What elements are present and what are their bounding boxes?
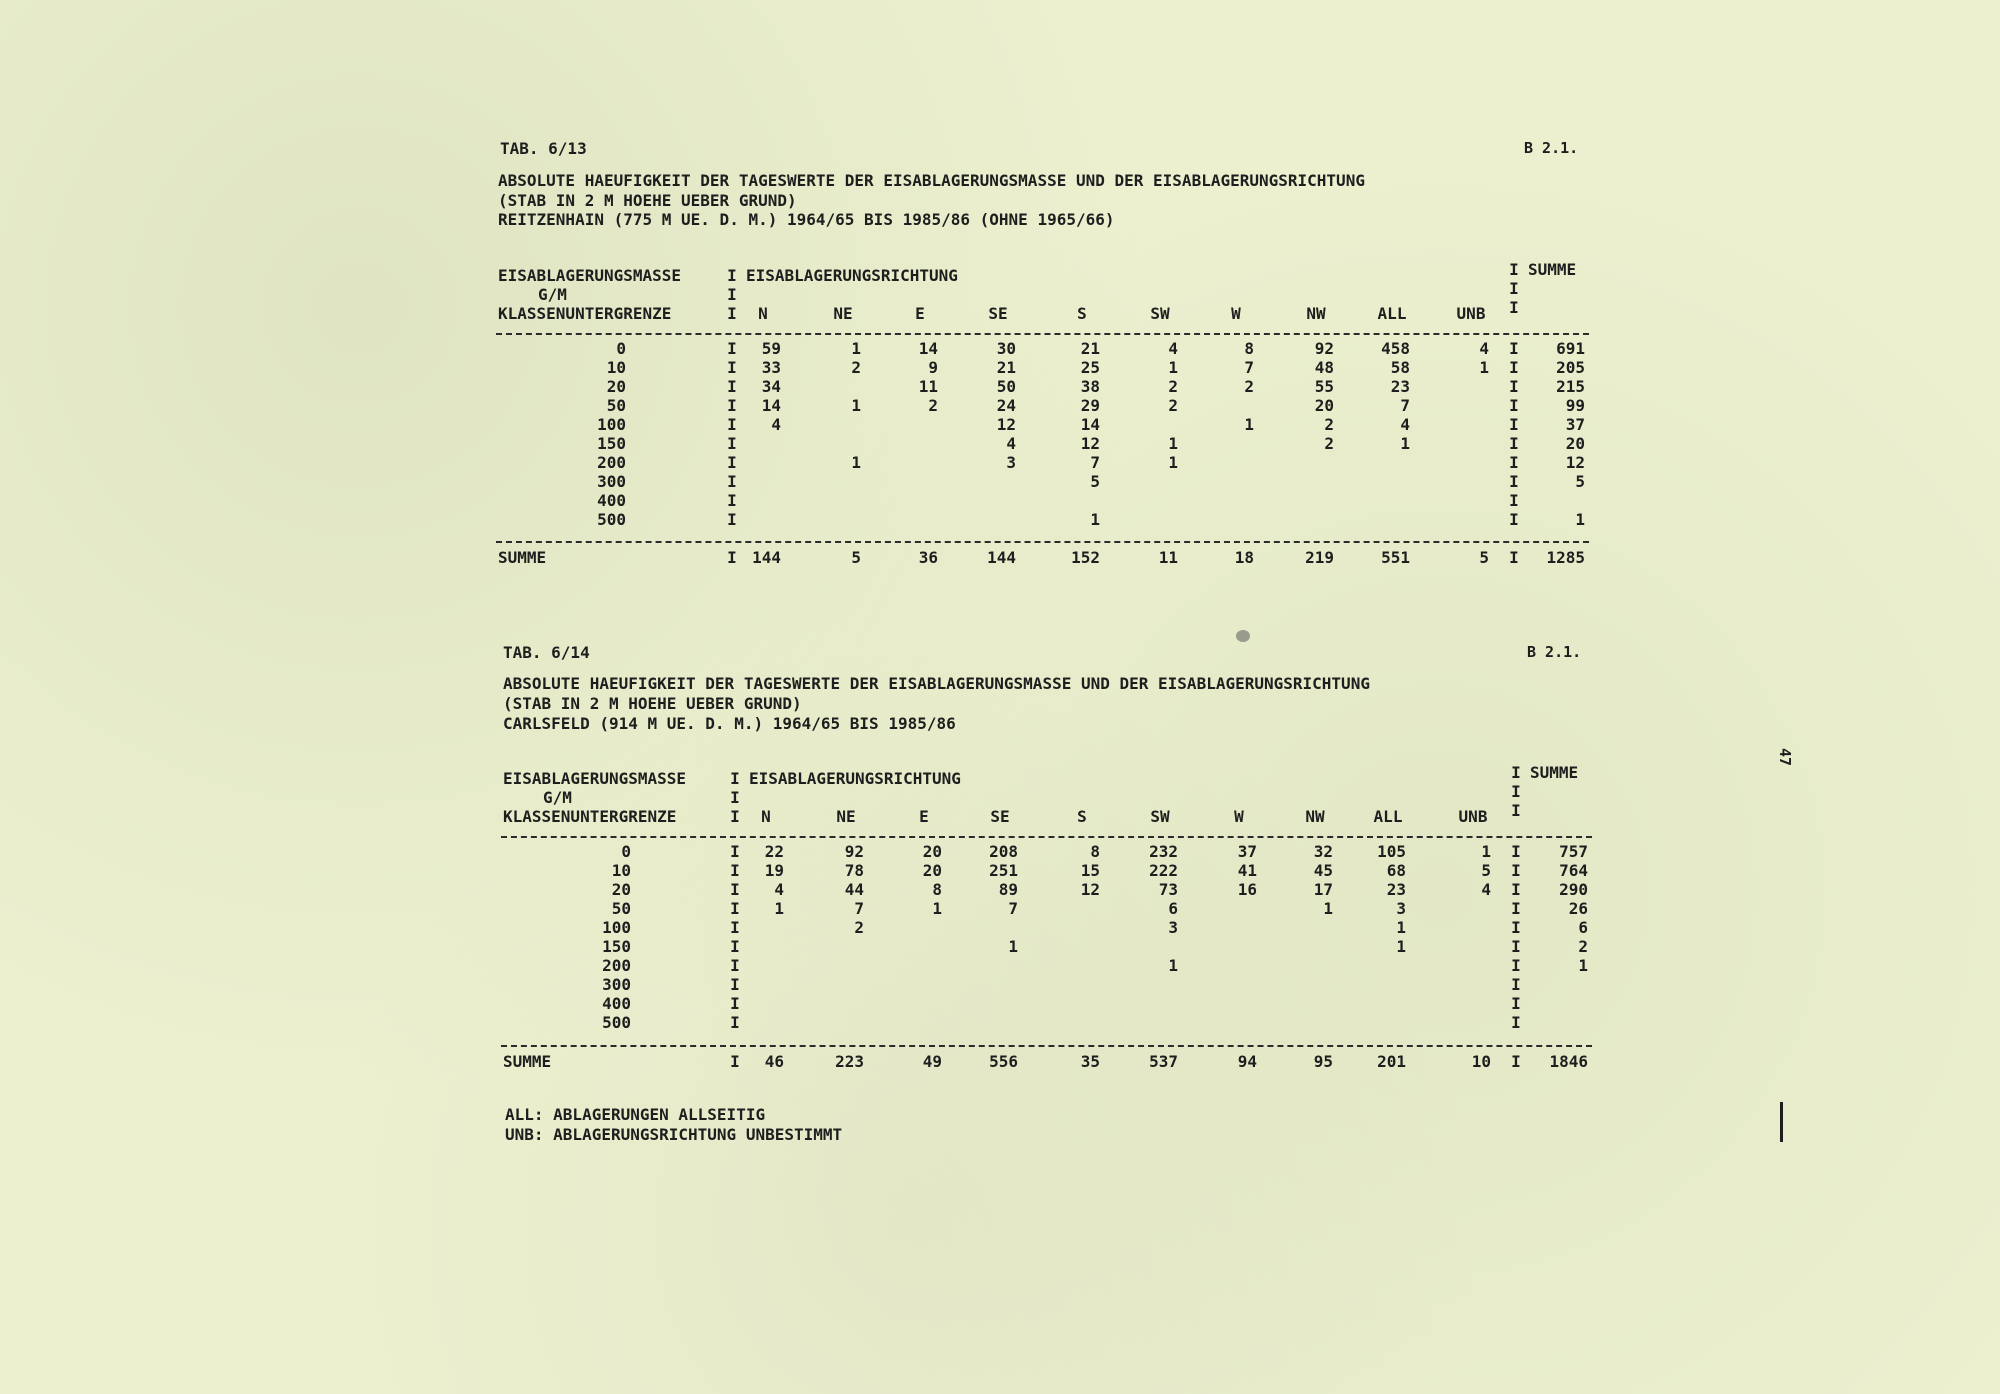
table-cell: 23 [1386, 880, 1406, 899]
table-cell: 7 [854, 899, 864, 918]
table-cell: 4 [774, 880, 784, 899]
unit-label: G/M [538, 285, 567, 304]
table-cell: 5 [1481, 861, 1491, 880]
column-header: E [919, 807, 929, 826]
row-class-label: 20 [606, 377, 626, 396]
table-cell: 2 [1324, 415, 1334, 434]
column-header: ALL [1373, 807, 1403, 826]
table-cell: 25 [1080, 358, 1100, 377]
separator-mark: I [1509, 434, 1519, 453]
row-class-label: 500 [597, 510, 626, 529]
separator-mark: I [730, 769, 740, 788]
row-header-label: EISABLAGERUNGSMASSE [498, 266, 682, 285]
table-cell: 4 [1168, 339, 1178, 358]
column-header: NE [833, 304, 853, 323]
table-cell: 7 [1090, 453, 1100, 472]
tab-label: TAB. 6/14 [503, 643, 590, 662]
total-cell: 36 [918, 548, 938, 567]
table-subtitle: (STAB IN 2 M HOEHE UEBER GRUND) [498, 191, 797, 210]
table-cell: 105 [1377, 842, 1406, 861]
separator-mark: I [1509, 339, 1519, 358]
separator-mark: I [1511, 782, 1521, 801]
row-class-label: 10 [606, 358, 626, 377]
column-header: N [758, 304, 768, 323]
separator-mark: I [727, 548, 737, 567]
table-cell: 3 [1006, 453, 1016, 472]
column-header: S [1077, 304, 1087, 323]
table-cell: 59 [761, 339, 781, 358]
separator-mark: I [1511, 994, 1521, 1013]
separator-mark: I [727, 491, 737, 510]
dashed-rule [501, 836, 1592, 838]
separator-mark: I [727, 415, 737, 434]
table-cell: 12 [1080, 880, 1100, 899]
table-cell: 7 [1008, 899, 1018, 918]
total-cell: 201 [1377, 1052, 1406, 1071]
table-cell: 232 [1149, 842, 1178, 861]
separator-mark: I [730, 899, 740, 918]
table-cell: 1 [1168, 434, 1178, 453]
column-header: S [1077, 807, 1087, 826]
column-header: NW [1305, 807, 1325, 826]
table-cell: 11 [918, 377, 938, 396]
row-header-sublabel: KLASSENUNTERGRENZE [498, 304, 672, 323]
table-cell: 208 [989, 842, 1018, 861]
separator-mark: I [1511, 842, 1521, 861]
row-class-label: 300 [597, 472, 626, 491]
separator-mark: I [727, 358, 737, 377]
table-cell: 78 [844, 861, 864, 880]
table-cell: 4 [1481, 880, 1491, 899]
separator-mark: I [1511, 1013, 1521, 1032]
table-cell: 21 [1080, 339, 1100, 358]
table-cell: 68 [1386, 861, 1406, 880]
table-cell: 1 [1168, 956, 1178, 975]
separator-mark: I [1509, 510, 1519, 529]
total-cell: 46 [764, 1052, 784, 1071]
total-cell: 49 [922, 1052, 942, 1071]
separator-mark: I [727, 377, 737, 396]
table-cell: 3 [1168, 918, 1178, 937]
separator-mark: I [1511, 1052, 1521, 1071]
table-cell: 15 [1080, 861, 1100, 880]
table-cell: 222 [1149, 861, 1178, 880]
separator-mark: I [730, 807, 740, 826]
separator-mark: I [730, 880, 740, 899]
row-header-label: EISABLAGERUNGSMASSE [503, 769, 687, 788]
table-cell: 38 [1080, 377, 1100, 396]
total-cell: 551 [1381, 548, 1410, 567]
table-cell: 8 [1090, 842, 1100, 861]
column-header: SW [1150, 304, 1170, 323]
row-class-label: 20 [611, 880, 631, 899]
row-class-label: 400 [597, 491, 626, 510]
total-label: SUMME [503, 1052, 552, 1071]
row-sum: 2 [1578, 937, 1588, 956]
table-cell: 4 [771, 415, 781, 434]
separator-mark: I [730, 842, 740, 861]
row-class-label: 50 [611, 899, 631, 918]
table-cell: 48 [1314, 358, 1334, 377]
table-cell: 1 [932, 899, 942, 918]
row-sum: 205 [1556, 358, 1585, 377]
row-class-label: 10 [611, 861, 631, 880]
row-class-label: 150 [597, 434, 626, 453]
table-cell: 1 [1168, 358, 1178, 377]
separator-mark: I [1509, 358, 1519, 377]
table-cell: 29 [1080, 396, 1100, 415]
row-sum: 6 [1578, 918, 1588, 937]
separator-mark: I [730, 1013, 740, 1032]
row-sum: 1 [1578, 956, 1588, 975]
station-line: REITZENHAIN (775 M UE. D. M.) 1964/65 BIS 1985/86 (OHNE 1965/66) [498, 210, 1115, 229]
table-cell: 2 [928, 396, 938, 415]
row-class-label: 300 [602, 975, 631, 994]
table-cell: 2 [1168, 377, 1178, 396]
row-class-label: 400 [602, 994, 631, 1013]
total-cell: 95 [1313, 1052, 1333, 1071]
separator-mark: I [1509, 548, 1519, 567]
total-cell: 11 [1158, 548, 1178, 567]
grand-total: 1285 [1546, 548, 1585, 567]
row-class-label: 200 [602, 956, 631, 975]
total-cell: 94 [1237, 1052, 1257, 1071]
column-header: UNB [1458, 807, 1488, 826]
separator-mark: I [1511, 801, 1521, 820]
table-cell: 1 [851, 453, 861, 472]
row-class-label: 0 [621, 842, 631, 861]
column-header: W [1234, 807, 1244, 826]
separator-mark: I [727, 453, 737, 472]
table-cell: 1 [851, 339, 861, 358]
unit-label: G/M [543, 788, 572, 807]
table-cell: 23 [1390, 377, 1410, 396]
separator-mark: I [730, 1052, 740, 1071]
row-class-label: 50 [606, 396, 626, 415]
column-header: NE [836, 807, 856, 826]
total-label: SUMME [498, 548, 547, 567]
table-cell: 1 [1400, 434, 1410, 453]
total-cell: 556 [989, 1052, 1018, 1071]
grand-total: 1846 [1549, 1052, 1588, 1071]
reference-code: B 2.1. [1524, 139, 1579, 157]
table-cell: 12 [996, 415, 1016, 434]
total-cell: 537 [1149, 1052, 1178, 1071]
footnote-all: ALL: ABLAGERUNGEN ALLSEITIG [505, 1105, 766, 1124]
column-header: N [761, 807, 771, 826]
separator-mark: I [1509, 415, 1519, 434]
total-cell: 10 [1471, 1052, 1491, 1071]
table-cell: 1 [1481, 842, 1491, 861]
table-cell: 45 [1313, 861, 1333, 880]
table-cell: 1 [851, 396, 861, 415]
separator-mark: I [1511, 975, 1521, 994]
table-cell: 1 [1244, 415, 1254, 434]
separator-mark: I [1509, 472, 1519, 491]
table-title: ABSOLUTE HAEUFIGKEIT DER TAGESWERTE DER EISABLAGERUNGSMASSE UND DER EISABLAGERUNGSRICHTUNG [498, 171, 1365, 190]
row-sum: 215 [1556, 377, 1585, 396]
table-cell: 1 [1323, 899, 1333, 918]
separator-mark: I [730, 861, 740, 880]
table-cell: 1 [1168, 453, 1178, 472]
row-sum: 691 [1556, 339, 1585, 358]
table-cell: 89 [998, 880, 1018, 899]
page-number: 47 [1776, 747, 1795, 767]
table-cell: 92 [1314, 339, 1334, 358]
table-cell: 4 [1006, 434, 1016, 453]
row-sum: 26 [1568, 899, 1588, 918]
separator-mark: I [1509, 491, 1519, 510]
row-class-label: 0 [616, 339, 626, 358]
separator-mark: I [730, 918, 740, 937]
table-cell: 12 [1080, 434, 1100, 453]
separator-mark: I [1509, 396, 1519, 415]
total-cell: 144 [987, 548, 1016, 567]
table-cell: 22 [764, 842, 784, 861]
separator-mark: I [730, 975, 740, 994]
table-cell: 3 [1396, 899, 1406, 918]
table-cell: 16 [1237, 880, 1257, 899]
table-cell: 58 [1390, 358, 1410, 377]
row-class-label: 100 [597, 415, 626, 434]
total-cell: 144 [752, 548, 781, 567]
column-header: SE [990, 807, 1010, 826]
table-cell: 458 [1381, 339, 1410, 358]
table-cell: 2 [851, 358, 861, 377]
total-cell: 219 [1305, 548, 1334, 567]
table-cell: 17 [1313, 880, 1333, 899]
separator-mark: I [727, 339, 737, 358]
column-group-label: EISABLAGERUNGSRICHTUNG [749, 769, 961, 788]
separator-mark: I [1511, 918, 1521, 937]
separator-mark: I [727, 472, 737, 491]
table-cell: 7 [1400, 396, 1410, 415]
table-cell: 21 [996, 358, 1016, 377]
row-sum: 37 [1565, 415, 1585, 434]
total-cell: 152 [1071, 548, 1100, 567]
separator-mark: I [1511, 880, 1521, 899]
sum-header: SUMME [1530, 763, 1579, 782]
row-sum: 764 [1559, 861, 1588, 880]
separator-mark: I [1511, 899, 1521, 918]
row-sum: 1 [1575, 510, 1585, 529]
row-sum: 20 [1565, 434, 1585, 453]
column-header: ALL [1377, 304, 1407, 323]
total-cell: 5 [851, 548, 861, 567]
separator-mark: I [1509, 260, 1519, 279]
station-line: CARLSFELD (914 M UE. D. M.) 1964/65 BIS 1985/86 [503, 714, 956, 733]
tab-label: TAB. 6/13 [500, 139, 587, 158]
table-cell: 92 [844, 842, 864, 861]
separator-mark: I [727, 396, 737, 415]
table-cell: 20 [1314, 396, 1334, 415]
total-cell: 223 [835, 1052, 864, 1071]
table-cell: 7 [1244, 358, 1254, 377]
column-header: SE [988, 304, 1008, 323]
column-group-label: EISABLAGERUNGSRICHTUNG [746, 266, 958, 285]
table-cell: 2 [1324, 434, 1334, 453]
table-cell: 2 [1168, 396, 1178, 415]
separator-mark: I [727, 434, 737, 453]
row-sum: 5 [1575, 472, 1585, 491]
separator-mark: I [727, 266, 737, 285]
table-cell: 1 [1396, 937, 1406, 956]
table-cell: 251 [989, 861, 1018, 880]
footnote-unb: UNB: ABLAGERUNGSRICHTUNG UNBESTIMMT [505, 1125, 843, 1144]
total-cell: 35 [1080, 1052, 1100, 1071]
row-header-sublabel: KLASSENUNTERGRENZE [503, 807, 677, 826]
table-cell: 2 [854, 918, 864, 937]
row-sum: 757 [1559, 842, 1588, 861]
table-cell: 73 [1158, 880, 1178, 899]
separator-mark: I [1509, 377, 1519, 396]
table-cell: 14 [1080, 415, 1100, 434]
table-subtitle: (STAB IN 2 M HOEHE UEBER GRUND) [503, 694, 802, 713]
separator-mark: I [730, 994, 740, 1013]
table-cell: 55 [1314, 377, 1334, 396]
table-cell: 1 [1008, 937, 1018, 956]
table-cell: 1 [774, 899, 784, 918]
ink-smudge [1236, 630, 1250, 642]
separator-mark: I [1509, 298, 1519, 317]
separator-mark: I [727, 304, 737, 323]
separator-mark: I [1511, 861, 1521, 880]
dashed-rule [501, 1045, 1592, 1047]
table-cell: 20 [922, 842, 942, 861]
table-cell: 5 [1090, 472, 1100, 491]
table-cell: 41 [1237, 861, 1257, 880]
column-header: NW [1306, 304, 1326, 323]
table-title: ABSOLUTE HAEUFIGKEIT DER TAGESWERTE DER EISABLAGERUNGSMASSE UND DER EISABLAGERUNGSRICHTUNG [503, 674, 1370, 693]
column-header: W [1231, 304, 1241, 323]
table-cell: 14 [761, 396, 781, 415]
table-cell: 37 [1237, 842, 1257, 861]
table-cell: 8 [1244, 339, 1254, 358]
row-class-label: 100 [602, 918, 631, 937]
table-cell: 30 [996, 339, 1016, 358]
separator-mark: I [1509, 453, 1519, 472]
separator-mark: I [1511, 937, 1521, 956]
total-cell: 5 [1479, 548, 1489, 567]
separator-mark: I [1509, 279, 1519, 298]
separator-mark: I [730, 937, 740, 956]
separator-mark: I [1511, 956, 1521, 975]
table-cell: 44 [844, 880, 864, 899]
table-cell: 24 [996, 396, 1016, 415]
separator-mark: I [730, 788, 740, 807]
table-cell: 20 [922, 861, 942, 880]
column-header: SW [1150, 807, 1170, 826]
table-cell: 4 [1479, 339, 1489, 358]
table-cell: 6 [1168, 899, 1178, 918]
table-cell: 1 [1396, 918, 1406, 937]
table-cell: 34 [761, 377, 781, 396]
row-class-label: 150 [602, 937, 631, 956]
table-cell: 1 [1479, 358, 1489, 377]
row-sum: 99 [1565, 396, 1585, 415]
table-cell: 32 [1313, 842, 1333, 861]
table-cell: 8 [932, 880, 942, 899]
separator-mark: I [727, 285, 737, 304]
separator-mark: I [730, 956, 740, 975]
table-cell: 50 [996, 377, 1016, 396]
row-class-label: 500 [602, 1013, 631, 1032]
table-cell: 1 [1090, 510, 1100, 529]
row-class-label: 200 [597, 453, 626, 472]
row-sum: 290 [1559, 880, 1588, 899]
sum-header: SUMME [1528, 260, 1577, 279]
table-cell: 9 [928, 358, 938, 377]
column-header: UNB [1456, 304, 1486, 323]
column-header: E [915, 304, 925, 323]
table-cell: 2 [1244, 377, 1254, 396]
table-cell: 19 [764, 861, 784, 880]
row-sum: 12 [1565, 453, 1585, 472]
table-cell: 14 [918, 339, 938, 358]
table-cell: 4 [1400, 415, 1410, 434]
table-cell: 33 [761, 358, 781, 377]
total-cell: 18 [1234, 548, 1254, 567]
margin-mark [1780, 1102, 1783, 1142]
reference-code: B 2.1. [1527, 643, 1582, 661]
separator-mark: I [1511, 763, 1521, 782]
separator-mark: I [727, 510, 737, 529]
